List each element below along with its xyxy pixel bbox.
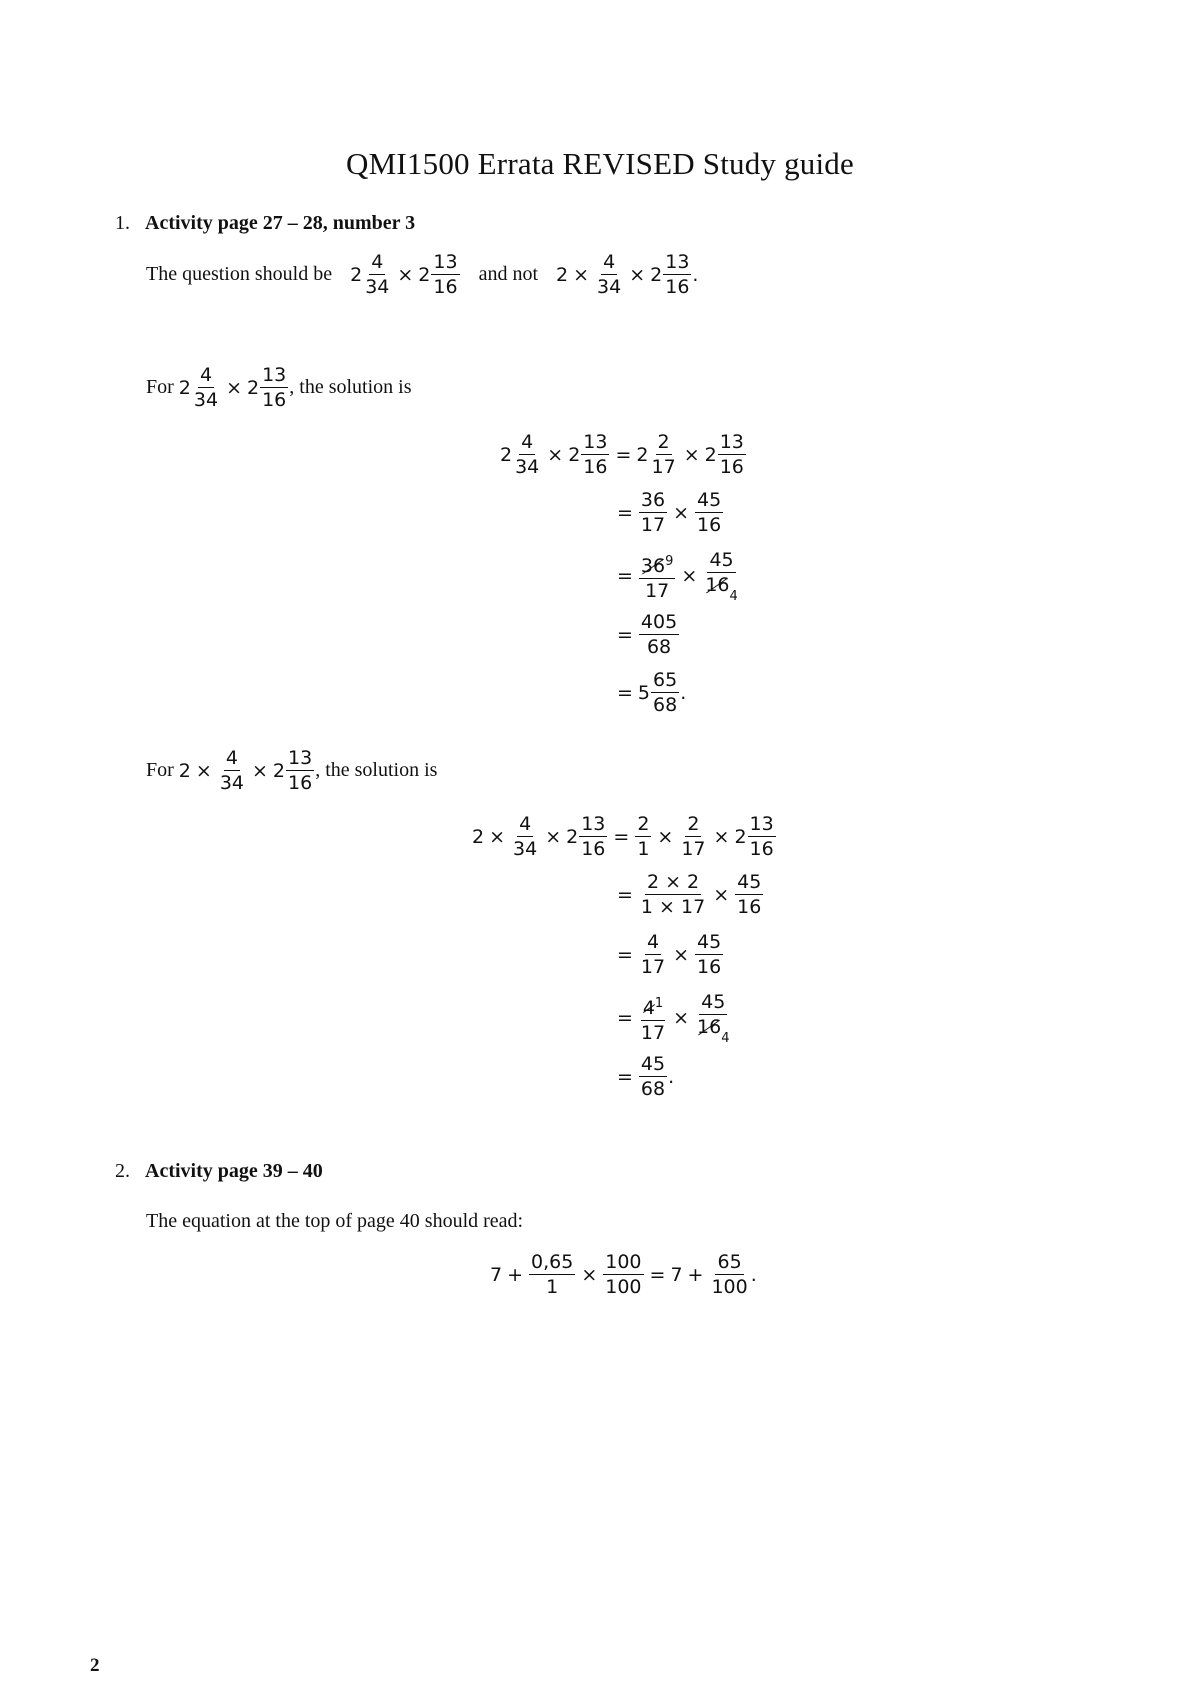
derivation-b-row-1: 2 × $\frac{4}{34}$ × 2 $\frac{13}{16}$ = $\frac{2}{1}$ × $\frac{2}{17}$ × 2 $\frac{13}{16}$	[472, 813, 774, 860]
page-number: 2	[90, 1655, 100, 1676]
derivation-b-row-5: = $\frac{45}{68}$ .	[617, 1053, 675, 1100]
page-title: QMI1500 Errata REVISED Study guide	[346, 146, 854, 181]
item-1-number: 1.	[115, 212, 130, 234]
derivation-b-row-2: = $\frac{2 \times 2}{1 \times 17}$ × $\frac{45}{16}$	[617, 871, 762, 918]
item-2-number: 2.	[115, 1160, 130, 1182]
item-2-text: The equation at the top of page 40 should read:	[146, 1210, 524, 1232]
solution-a-intro: For 2 $\frac{4}{34}$ × 2 $\frac{13}{16}$ , the solution is	[146, 364, 412, 411]
derivation-b-row-4: = $\frac{4^1}{17}$ × $\frac{45}{16_4}$	[617, 991, 730, 1046]
derivation-a-row-2: = $\frac{36}{17}$ × $\frac{45}{16}$	[617, 489, 722, 536]
intro-text: The question should be	[146, 263, 333, 285]
correct-expression: 2 $\frac{4}{34}$ × 2 $\frac{13}{16}$	[350, 251, 458, 298]
derivation-a-row-3: = $\frac{36^9}{17}$ × $\frac{45}{16_4}$	[617, 549, 738, 604]
item-1-heading	[115, 212, 415, 235]
derivation-a-row-4: = $\frac{405}{68}$	[617, 611, 678, 658]
incorrect-expression: 2 × $\frac{4}{34}$ × 2 $\frac{13}{16}$ .	[556, 251, 699, 298]
and-not-text: and not	[478, 263, 539, 285]
item-2-heading	[115, 1160, 323, 1183]
solution-b-intro: For 2 × $\frac{4}{34}$ × 2 $\frac{13}{16}$ , the solution is	[146, 747, 438, 794]
page40-equation: 7 + $\frac{0,65}{1}$ × $\frac{100}{100}$ = 7 + $\frac{65}{100}$ .	[490, 1251, 757, 1298]
derivation-a-row-5: = 5 $\frac{65}{68}$ .	[617, 669, 687, 716]
item-1-title: Activity page 27 – 28, number 3	[145, 212, 416, 234]
derivation-b-row-3: = $\frac{4}{17}$ × $\frac{45}{16}$	[617, 931, 722, 978]
derivation-a-row-1: 2 $\frac{4}{34}$ × 2 $\frac{13}{16}$ = 2 $\frac{2}{17}$ × 2 $\frac{13}{16}$	[500, 431, 744, 478]
question-correction-line	[146, 250, 698, 299]
item-2-title: Activity page 39 – 40	[145, 1160, 323, 1182]
